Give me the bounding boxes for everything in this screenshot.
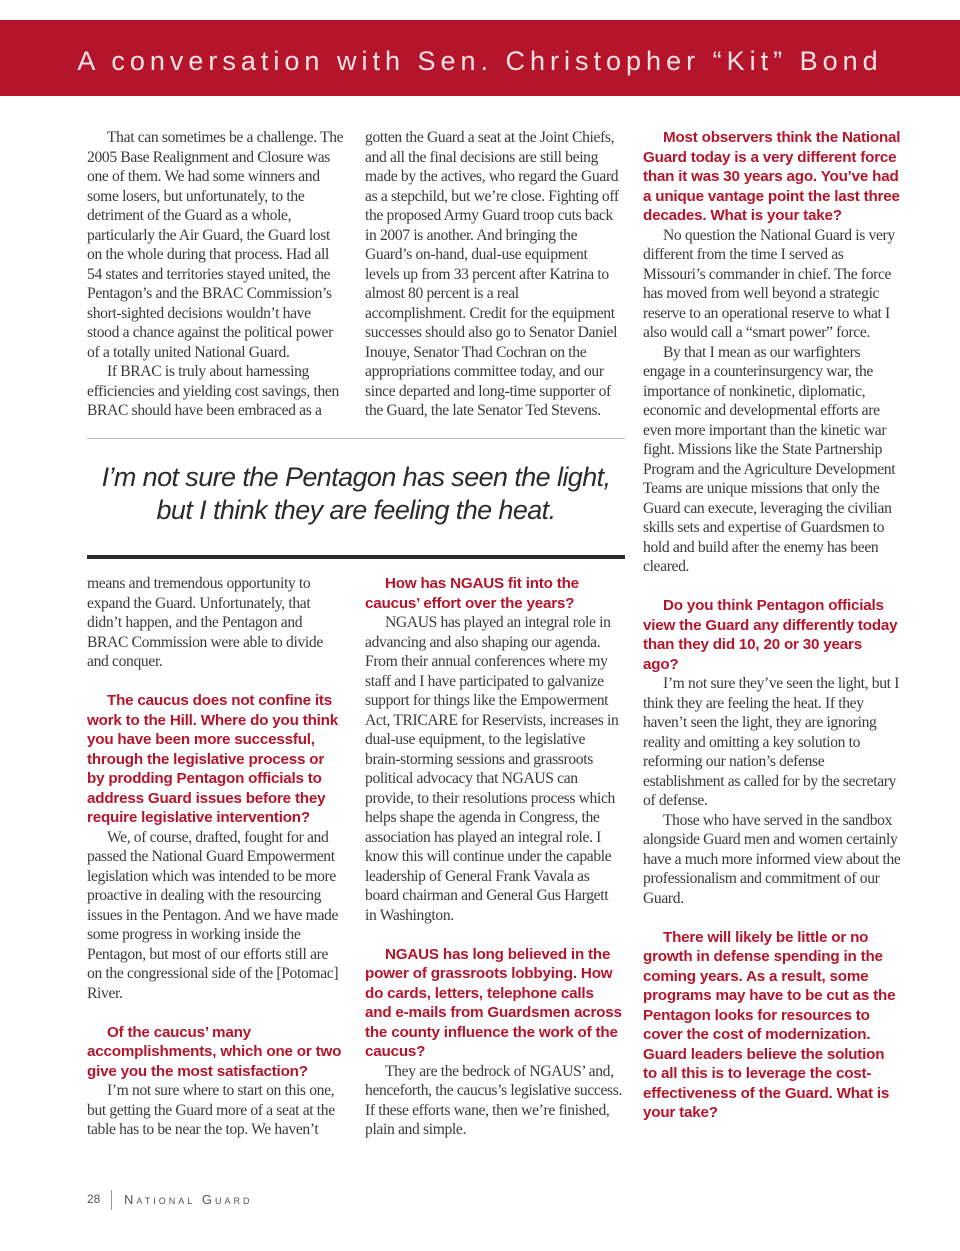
body-paragraph: No question the National Guard is very different from the time I served as Missouri’s commander in chief. The force has moved from well beyond a strategic reserve to an operational reserve to what I also would call a “smart power” force.	[643, 226, 895, 341]
body-paragraph: means and tremendous opportunity to expand the Guard. Unfortunately, that didn’t happen, and the Pentagon and BRAC Commission were able to divide and conquer.	[87, 575, 323, 670]
divider-rule	[87, 438, 625, 439]
pull-quote	[87, 461, 625, 527]
interview-question: The caucus does not confine its work to the Hill. Where do you think you have been more successful, through the legislative process or by prodding Pentagon officials to address Guard issues before they require legislative intervention?	[87, 692, 338, 826]
footer-separator	[111, 1190, 112, 1210]
interview-question: Of the caucus’ many accomplishments, which one or two give you the most satisfaction?	[87, 1023, 342, 1080]
interview-question: How has NGAUS fit into the caucus’ effort over the years?	[365, 575, 579, 612]
article-column-bottom-left	[87, 574, 345, 1140]
body-paragraph: NGAUS has played an integral role in advancing and also shaping our agenda. From their annual conferences where my staff and I have participated to galvanize support for things like the Empowerment Act, TRICARE for Reservists, increases in dual-use equipment, to the legislative brain-storming sessions and grassroots political advocacy that NGAUS can provide, to their resolutions process which helps shape the agenda in Congress, the association has played an integral role. I know this will continue under the capable leadership of General Frank Vavala as board chairman and General Gus Hargett in Washington.	[365, 614, 619, 924]
interview-question: NGAUS has long believed in the power of grassroots lobbying. How do cards, letters, telephone calls and e-mails from Guardsmen across the county influence the work of the caucus?	[365, 945, 622, 1060]
body-paragraph: We, of course, drafted, fought for and passed the National Guard Empowerment legislation which was intended to be more proactive in dealing with the resourcing issues in the Pentagon. And we have made some progress in working inside the Pentagon, but most of our efforts still are on the congressional side of the [Potomac] River.	[87, 828, 339, 1002]
body-paragraph: Those who have served in the sandbox alongside Guard men and women certainly have a much more informed view about the professionalism and commitment of our Guard.	[643, 811, 901, 907]
article-column-bottom-middle	[365, 574, 623, 1140]
magazine-name: National Guard	[124, 1192, 253, 1207]
pull-quote-line: I’m not sure the Pentagon has seen the light,	[101, 462, 611, 492]
body-paragraph: That can sometimes be a challenge. The 2005 Base Realignment and Closure was one of them. We had some winners and some losers, but unfortunately, to the detriment of the Guard as a whole, particularly the Air Guard, the Guard lost on the whole during that process. Had all 54 states and territories stayed united, the Pentagon’s and the BRAC Commission’s short-sighted decisions wouldn’t have stood a chance against the political power of a totally united National Guard.	[87, 129, 344, 361]
pull-quote-rule	[87, 555, 625, 559]
pull-quote-line: but I think they are feeling the heat.	[156, 495, 556, 525]
body-paragraph: gotten the Guard a seat at the Joint Chiefs, and all the final decisions are still being made by the actives, who regard the Guard as a stepchild, but we’re close. Fighting off the proposed Army Guard troop cuts back in 2007 is another. And bringing the Guard’s on-hand, dual-use equipment levels up from 33 percent after Katrina to almost 80 percent is a real accomplishment. Credit for the equipment successes should also go to Senator Daniel Inouye, Senator Thad Cochran on the appropriations committee today, and our since departed and long-time supporter of the Guard, the late Senator Ted Stevens.	[365, 129, 619, 419]
header-banner	[0, 20, 960, 96]
page-number: 28	[87, 1192, 101, 1206]
article-column-top-left	[87, 128, 345, 421]
body-paragraph: By that I mean as our warfighters engage in a counterinsurgency war, the importance of nonkinetic, diplomatic, economic and developmental efforts are even more important than the kinetic war fight. Missions like the State Partnership Program and the Agriculture Development Teams are unique missions that only the Guard can execute, leveraging the civilian skills sets and expertise of Guardsmen to hold and build after the enemy has been cleared.	[643, 343, 896, 575]
page-header-title: A conversation with Sen. Christopher “Kit” Bond	[77, 46, 883, 76]
interview-question: Most observers think the National Guard today is a very different force than it was 30 years ago. You’ve had a unique vantage point the last three decades. What is your take?	[643, 129, 901, 224]
body-paragraph: I’m not sure where to start on this one, but getting the Guard more of a seat at the table has to be near the top. We haven’t	[87, 1082, 335, 1138]
article-column-top-middle	[365, 128, 623, 421]
body-paragraph: I’m not sure they’ve seen the light, but I think they are feeling the heat. If they haven’t seen the light, they are ignoring reality and omitting a key solution to reforming our nation’s defense establishment as called for by the secretary of defense.	[643, 675, 900, 809]
interview-question: Do you think Pentagon officials view the Guard any differently today than they did 10, 20 or 30 years ago?	[643, 597, 898, 673]
interview-question: There will likely be little or no growth in defense spending in the coming years. As a result, some programs may have to be cut as the Pentagon looks for resources to cover the cost of modernization. Guard leaders believe the solution to all this is to leverage the cost-effectiveness of the Guard. What is your take?	[643, 928, 896, 1121]
article-column-right	[643, 128, 901, 1123]
body-paragraph: If BRAC is truly about harnessing efficiencies and yielding cost savings, then BRAC should have been embraced as a	[87, 363, 339, 419]
body-paragraph: They are the bedrock of NGAUS’ and, henceforth, the caucus’s legislative success. If these efforts wane, then we’re finished, plain and simple.	[365, 1062, 623, 1138]
